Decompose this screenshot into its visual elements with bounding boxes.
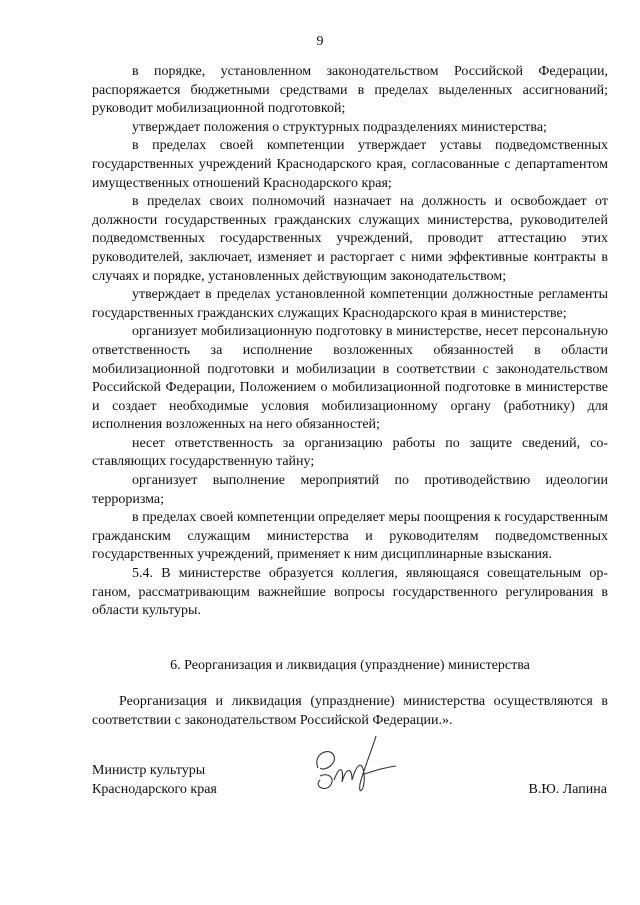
signature-icon — [300, 728, 412, 808]
final-text — [92, 693, 608, 730]
paragraph: 5.4. В министерстве образуется коллегия, являющаяся совещательным органом, рассматривающим важнейшие вопросы государственного регулирования в области культуры. — [92, 566, 608, 619]
section-heading: 6. Реорганизация и ликвидация (упразднение) министерства — [170, 658, 530, 673]
paragraph: утверждает положения о структурных подразделениях министерства; — [132, 119, 547, 135]
signer-title-line: Краснодарского края — [92, 782, 217, 797]
final-paragraph: Реорганизация и ликвидация (упразднение) министерства осуществляются в соответствии с законодательством Российской Федерации.». — [92, 694, 608, 728]
paragraph: в пределах своей компетенции определяет меры поощрения к государственным гражданским служащим министерства и руководителям подведомственных государственных учреждений, применяет к ним дисциплинарные взыскания. — [92, 510, 608, 563]
signer-title-line: Министр культуры — [92, 763, 206, 778]
paragraph: организует выполнение мероприятий по противодействию идеологии терроризма; — [92, 473, 608, 507]
body-text — [92, 63, 608, 621]
signer-title — [92, 761, 217, 799]
paragraph: несет ответственность за организацию работы по защите сведений, составляющих государственную тайну; — [92, 435, 608, 470]
paragraph: в пределах своих полномочий назначает на должность и освобождает от должности государственных гражданских служащих министерства, руководителей подведомственных государственных учреждений, проводит аттестацию этих руководителей, заключает, изменяет и расторгает с ними эффективные контракты в случаях и порядке, установленных действующим законодательством; — [92, 194, 608, 284]
paragraph: в пределах своей компетенции утверждает уставы подведомственных государственных учреждений Краснодарского края, согласованные с департаmентом имущественных отношений Краснодарского края; — [92, 138, 608, 191]
paragraph: утверждает в пределах установленной компетенции должностные регламенты государственных гражданских служащих Краснодарского края в министерстве; — [92, 287, 608, 321]
page-number: 9 — [316, 34, 324, 49]
signer-name: В.Ю. Лапина — [528, 782, 607, 797]
paragraph: организует мобилизационную подготовку в министерстве, несет персональную ответственность за исполнение возложенных обязанностей в области мобилизационной подготовки и мобилизации в соответствии с законодательством Российской Федерации, Положением о мобилизационной подготовке в министерстве и создает необходимые условия мобилизационному органу (работнику) для исполнения возложенных на него обязанностей; — [92, 324, 608, 433]
paragraph: в порядке, установленном законодательством Российской Федерации, распоряжается бюджетными средствами в пределах выделенных ассигнований; руководит мобилизационной подготовкой; — [92, 64, 608, 117]
